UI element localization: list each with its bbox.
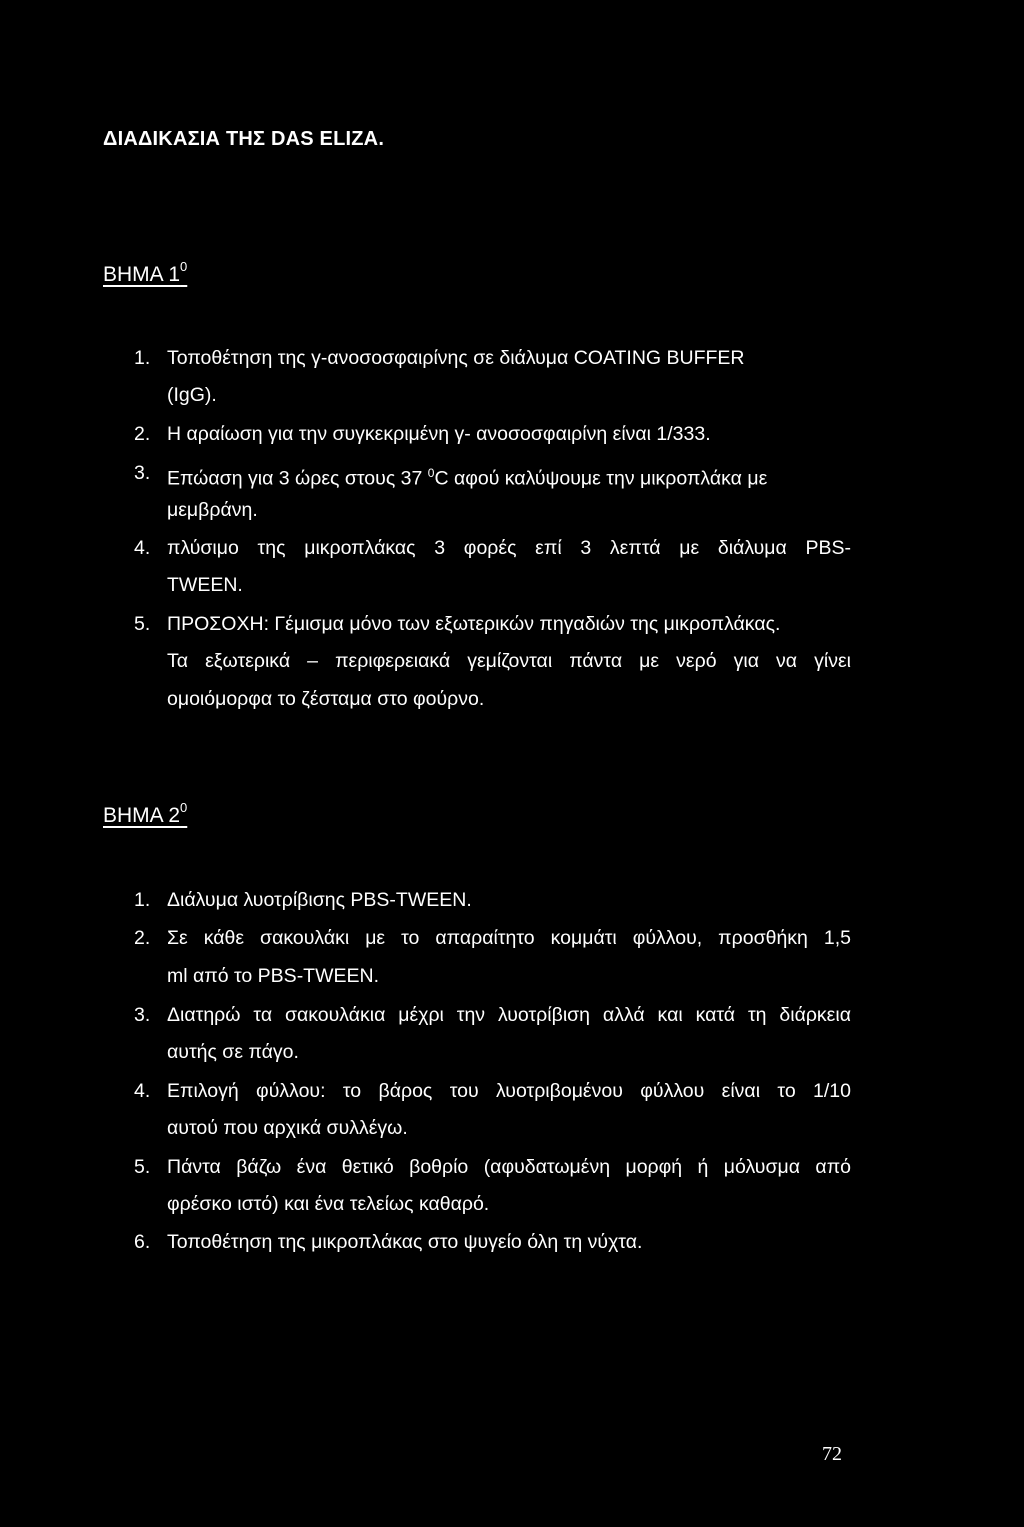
item-text: αυτού που αρχικά συλλέγω. (167, 1117, 408, 1139)
item-number: 1. (134, 347, 151, 369)
step-1-heading-text: ΒΗΜΑ 1 (103, 263, 181, 286)
page-number: 72 (822, 1443, 842, 1465)
document-title: ΔΙΑΔΙΚΑΣΙΑ ΤΗΣ DAS ELIZA. (103, 128, 385, 150)
item-number: 2. (134, 423, 151, 445)
item-text: Πάντα βάζω ένα θετικό βοθρίο (αφυδατωμένη μορφή ή μόλυσμα από (167, 1156, 851, 1178)
item-text: φρέσκο ιστό) και ένα τελείως καθαρό. (167, 1193, 490, 1215)
item-text: (IgG). (167, 384, 217, 406)
step-2-heading-text: ΒΗΜΑ 2 (103, 804, 181, 827)
item-text: Τα εξωτερικά – περιφερειακά γεμίζονται πάντα με νερό για να γίνει (167, 650, 851, 672)
item-number: 3. (134, 462, 151, 484)
degree-sup: 0 (427, 466, 435, 480)
item-number: 4. (134, 537, 151, 559)
item-text: αυτής σε πάγο. (167, 1041, 299, 1063)
item-text: Διατηρώ τα σακουλάκια μέχρι την λυοτρίβιση αλλά και κατά τη διάρκεια (167, 1004, 851, 1026)
item-text: Επιλογή φύλλου: το βάρος του λυοτριβομένου φύλλου είναι το 1/10 (167, 1080, 851, 1102)
item-text: μεμβράνη. (167, 499, 258, 521)
item-number: 5. (134, 613, 151, 635)
item-text-part: Επώαση για 3 ώρες στους 37 (167, 467, 428, 490)
item-text: ΠΡΟΣΟΧΗ: Γέμισμα μόνο των εξωτερικών πηγαδιών της μικροπλάκας. (167, 613, 781, 635)
item-text: Σε κάθε σακουλάκι με το απαραίτητο κομμάτι φύλλου, προσθήκη 1,5 (167, 927, 851, 949)
step-1-heading-sup: 0 (180, 259, 188, 274)
item-number: 5. (134, 1156, 151, 1178)
item-number: 3. (134, 1004, 151, 1026)
item-text: Διάλυμα λυοτρίβισης PBS-TWEEN. (167, 889, 472, 911)
item-number: 4. (134, 1080, 151, 1102)
item-number: 2. (134, 927, 151, 949)
item-number: 6. (134, 1231, 151, 1253)
item-text: Τοποθέτηση της γ-ανοσοσφαιρίνης σε διάλυμα COATING BUFFER (167, 347, 745, 369)
item-text: TWEEN. (167, 574, 243, 596)
step-2-heading (103, 802, 187, 828)
step-2-heading-sup: 0 (180, 800, 188, 815)
item-text: Η αραίωση για την συγκεκριμένη γ- ανοσοσφαιρίνη είναι 1/333. (167, 423, 711, 445)
item-text: ml από το PBS-TWEEN. (167, 965, 380, 987)
item-text-part: C αφού καλύψουμε την μικροπλάκα με (434, 467, 768, 490)
item-text: πλύσιμο της μικροπλάκας 3 φορές επί 3 λεπτά με διάλυμα PBS- (167, 537, 851, 559)
step-1-heading (103, 261, 187, 287)
item-text: ομοιόμορφα το ζέσταμα στο φούρνο. (167, 688, 485, 710)
item-number: 1. (134, 889, 151, 911)
item-text: Τοποθέτηση της μικροπλάκας στο ψυγείο όλη τη νύχτα. (167, 1231, 643, 1253)
